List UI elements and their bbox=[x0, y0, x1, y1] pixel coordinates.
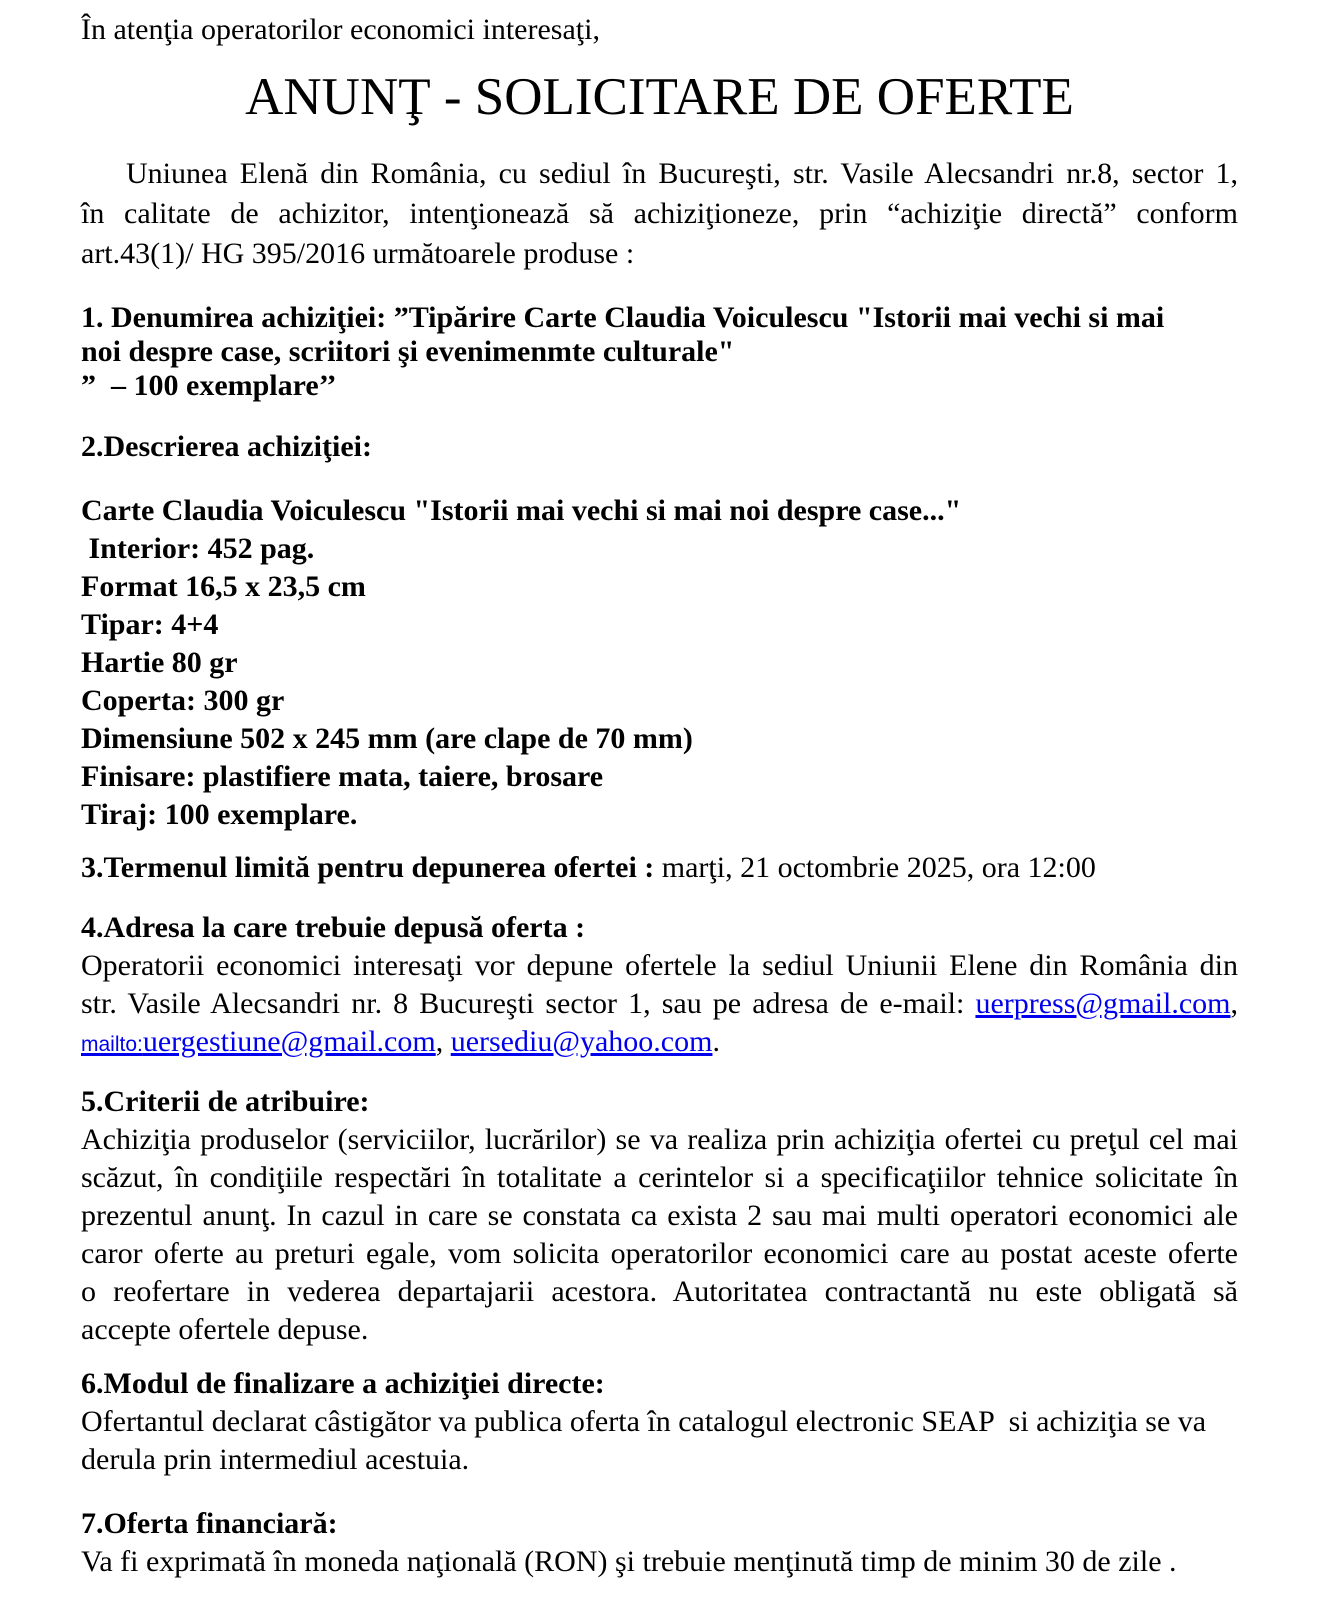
email-link-uerpress[interactable]: uerpress@gmail.com bbox=[975, 987, 1231, 1020]
section-5-heading: 5.Criterii de atribuire: bbox=[81, 1085, 370, 1118]
mailto-prefix: mailto: bbox=[81, 1033, 143, 1056]
section-5-body bbox=[81, 1121, 1238, 1349]
section-1-line: ” – 100 exemplare’’ bbox=[81, 369, 337, 402]
section-4-line: Operatorii economici interesaţi vor depune ofertele la sediul Uniunii Elene din România din bbox=[81, 949, 1238, 982]
section-6-line: Ofertantul declarat câstigător va publica oferta în catalogul electronic SEAP si achiziţia se va bbox=[81, 1405, 1207, 1438]
salutation: În atenţia operatorilor economici interesaţi, bbox=[81, 13, 600, 46]
section-5-line: scăzut, în condiţiile respectări în totalitate a cerintelor si a specificaţiilor tehnice solicitate în bbox=[81, 1161, 1238, 1194]
section-6-body bbox=[81, 1403, 1238, 1479]
section-6-heading: 6.Modul de finalizare a achiziţiei directe: bbox=[81, 1367, 605, 1400]
section-4-heading: 4.Adresa la care trebuie depusă oferta : bbox=[81, 911, 586, 944]
period: . bbox=[712, 1025, 720, 1058]
spec-format: Format 16,5 x 23,5 cm bbox=[81, 570, 366, 603]
section-5-line: caror oferte au preturi egale, vom solicita operatorilor economici care au postat aceste oferte bbox=[81, 1237, 1238, 1270]
deadline-value: marţi, 21 octombrie 2025, ora 12:00 bbox=[654, 851, 1096, 884]
section-1-line: 1. Denumirea achiziţiei: ”Tipărire Carte Claudia Voiculescu "Istorii mai vechi si mai bbox=[81, 301, 1165, 334]
email-link-uersediu[interactable]: uersediu@yahoo.com bbox=[450, 1025, 713, 1058]
spec-tipar: Tipar: 4+4 bbox=[81, 608, 219, 641]
document-title: ANUNŢ - SOLICITARE DE OFERTE bbox=[245, 68, 1074, 126]
section-3-heading: 3.Termenul limită pentru depunerea ofertei : bbox=[81, 851, 655, 884]
spec-hartie: Hartie 80 gr bbox=[81, 646, 238, 679]
intro-line: în calitate de achizitor, intenţionează să achiziţioneze, prin “achiziţie directă” conform bbox=[81, 197, 1238, 230]
section-5-line: o reofertare in vederea departajarii acestora. Autoritatea contractantă nu este obligată să bbox=[81, 1275, 1238, 1308]
intro-paragraph bbox=[81, 154, 1238, 274]
spec-coperta: Coperta: 300 gr bbox=[81, 684, 285, 717]
section-5-line: accepte ofertele depuse. bbox=[81, 1313, 369, 1346]
section-3-termen-limita bbox=[81, 848, 1238, 887]
spec-interior: Interior: 452 pag. bbox=[81, 532, 315, 565]
section-2-specs bbox=[81, 492, 1238, 834]
section-2-heading: 2.Descrierea achiziţiei: bbox=[81, 430, 372, 463]
spec-finisare: Finisare: plastifiere mata, taiere, brosare bbox=[81, 760, 604, 793]
section-4-body bbox=[81, 947, 1238, 1064]
section-1-line: noi despre case, scriitori şi evenimenmte culturale" bbox=[81, 335, 735, 368]
comma: , bbox=[435, 1025, 451, 1058]
email-link-uergestiune[interactable] bbox=[81, 1025, 436, 1058]
comma: , bbox=[1230, 987, 1238, 1020]
section-7-heading: 7.Oferta financiară: bbox=[81, 1507, 338, 1540]
spec-dimensiune: Dimensiune 502 x 245 mm (are clape de 70 mm) bbox=[81, 722, 693, 755]
section-4-line bbox=[81, 1023, 1238, 1064]
section-4-text: str. Vasile Alecsandri nr. 8 Bucureşti sector 1, sau pe adresa de e-mail: bbox=[81, 987, 976, 1020]
section-7-body: Va fi exprimată în moneda naţională (RON) şi trebuie menţinută timp de minim 30 de zile . bbox=[81, 1545, 1177, 1578]
section-6-line: derula prin intermediul acestuia. bbox=[81, 1443, 470, 1476]
section-5-line: prezentul anunţ. In cazul in care se constata ca exista 2 sau mai multi operatori economici ale bbox=[81, 1199, 1238, 1232]
email-uergestiune-text: uergestiune@gmail.com bbox=[142, 1025, 436, 1058]
intro-line: art.43(1)/ HG 395/2016 următoarele produse : bbox=[81, 237, 635, 270]
book-title: Carte Claudia Voiculescu "Istorii mai vechi si mai noi despre case..." bbox=[81, 494, 962, 527]
spec-tiraj: Tiraj: 100 exemplare. bbox=[81, 798, 358, 831]
intro-line: Uniunea Elenă din România, cu sediul în Bucureşti, str. Vasile Alecsandri nr.8, sector 1, bbox=[126, 157, 1238, 190]
section-1-denumirea-achizitiei bbox=[81, 301, 1238, 403]
section-5-line: Achiziţia produselor (serviciilor, lucrărilor) se va realiza prin achiziţia ofertei cu preţul cel mai bbox=[81, 1123, 1238, 1156]
section-4-line bbox=[81, 985, 1238, 1023]
